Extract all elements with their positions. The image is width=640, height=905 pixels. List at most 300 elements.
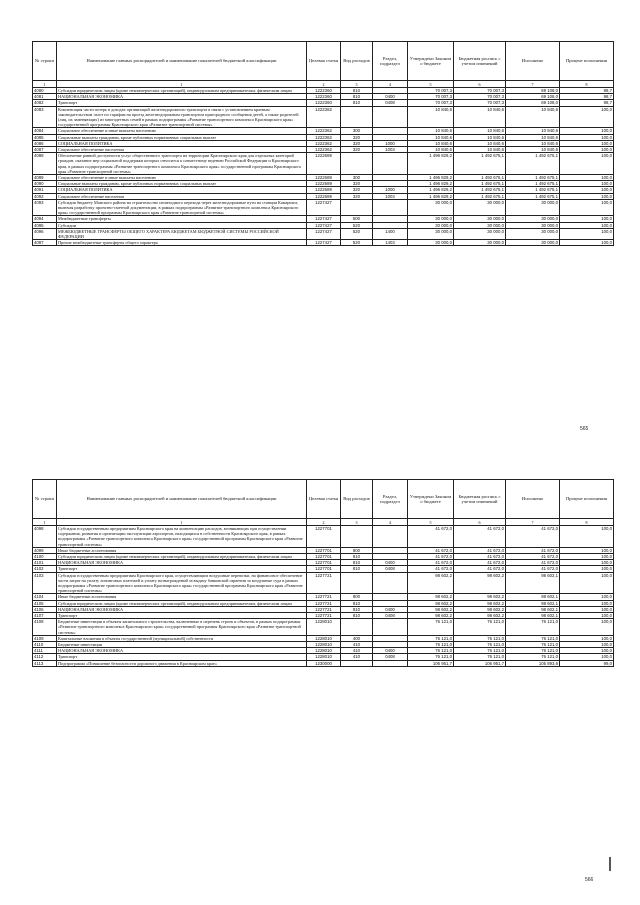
target-article: 1222362 xyxy=(307,140,341,146)
approved-amount: 30 000,0 xyxy=(408,228,454,239)
row-number: 4106 xyxy=(33,606,57,612)
header-executed: Исполнено xyxy=(506,42,560,81)
executed-amount: 10 840,6 xyxy=(506,134,560,140)
roster-amount: 1 492 675,1 xyxy=(454,193,506,199)
row-name: Социальное обеспечение и иные выплаты населению xyxy=(57,175,307,181)
expense-type: 800 xyxy=(341,547,373,553)
target-article: 1227427 xyxy=(307,228,341,239)
row-number: 4091 xyxy=(33,187,57,193)
target-article: 1222689 xyxy=(307,153,341,175)
header-roster: Бюджетная роспись с учетом изменений xyxy=(454,42,506,81)
row-name: Субсидия государственным предприятиям Красноярского края на компенсацию расходов, возникающих при осуществлении содержания, развития и организации эксплуатации аэропортов, находящихся в собственности Красноярского края, в рамках подпрограммы «Развитие транспортного комплекса Красноярского края» государственной программы Красноярского края «Развитие транспортной системы» xyxy=(57,526,307,548)
approved-amount: 76 121,0 xyxy=(408,619,454,636)
section-code: 0408 xyxy=(373,566,408,572)
executed-amount: 98 602,1 xyxy=(506,594,560,600)
column-number: 5 xyxy=(408,81,454,88)
executed-amount: 76 121,0 xyxy=(506,648,560,654)
executed-amount: 1 492 675,1 xyxy=(506,175,560,181)
section-code xyxy=(373,619,408,636)
row-name: Социальное обеспечение и иные выплаты населению xyxy=(57,128,307,134)
target-article: 1227701 xyxy=(307,560,341,566)
roster-amount: 76 121,0 xyxy=(454,654,506,660)
row-name: Транспорт xyxy=(57,613,307,619)
executed-amount: 10 840,6 xyxy=(506,128,560,134)
header-exp-type: Вид расходов xyxy=(341,42,373,81)
roster-amount: 76 121,0 xyxy=(454,648,506,654)
section-code: 1003 xyxy=(373,147,408,153)
row-number: 4096 xyxy=(33,228,57,239)
row-number: 4110 xyxy=(33,642,57,648)
expense-type xyxy=(341,526,373,548)
roster-amount: 30 000,0 xyxy=(454,240,506,246)
table-header-row xyxy=(33,480,614,519)
approved-amount: 30 000,0 xyxy=(408,216,454,222)
executed-amount: 30 000,0 xyxy=(506,228,560,239)
expense-type: 320 xyxy=(341,187,373,193)
header-name: Наименование главных распорядителей и наименование показателей бюджетной классификации xyxy=(57,42,307,81)
expense-type xyxy=(341,106,373,128)
executed-amount: 76 121,0 xyxy=(506,619,560,636)
approved-amount: 70 007,3 xyxy=(408,88,454,94)
row-name: Социальные выплаты гражданам, кроме публичных нормативных социальных выплат xyxy=(57,181,307,187)
execution-percent: 100,0 xyxy=(560,619,614,636)
row-name: НАЦИОНАЛЬНАЯ ЭКОНОМИКА xyxy=(57,94,307,100)
target-article: 1227721 xyxy=(307,572,341,594)
expense-type: 810 xyxy=(341,613,373,619)
section-code: 0408 xyxy=(373,100,408,106)
executed-amount: 105 893,6 xyxy=(506,660,560,666)
executed-amount: 10 840,6 xyxy=(506,147,560,153)
column-number: 3 xyxy=(341,81,373,88)
row-name: Иные бюджетные ассигнования xyxy=(57,594,307,600)
target-article: 1227721 xyxy=(307,594,341,600)
execution-percent: 100,0 xyxy=(560,526,614,548)
execution-percent: 100,0 xyxy=(560,572,614,594)
row-name: НАЦИОНАЛЬНАЯ ЭКОНОМИКА xyxy=(57,606,307,612)
header-percent: Процент исполнения xyxy=(560,42,614,81)
approved-amount: 41 672,0 xyxy=(408,560,454,566)
roster-amount: 41 672,0 xyxy=(454,554,506,560)
expense-type: 810 xyxy=(341,94,373,100)
executed-amount: 30 000,0 xyxy=(506,240,560,246)
row-number: 4084 xyxy=(33,128,57,134)
table-row xyxy=(33,619,614,636)
executed-amount: 69 108,0 xyxy=(506,100,560,106)
section-code: 0400 xyxy=(373,94,408,100)
roster-amount: 76 121,0 xyxy=(454,635,506,641)
approved-amount: 98 602,2 xyxy=(408,600,454,606)
row-number: 4092 xyxy=(33,193,57,199)
target-article: 1222362 xyxy=(307,147,341,153)
approved-amount: 70 007,3 xyxy=(408,94,454,100)
table-row xyxy=(33,228,614,239)
approved-amount: 30 000,0 xyxy=(408,199,454,216)
row-number: 4103 xyxy=(33,572,57,594)
approved-amount: 41 672,0 xyxy=(408,566,454,572)
column-number: 6 xyxy=(454,81,506,88)
roster-amount: 70 007,3 xyxy=(454,100,506,106)
row-name: Транспорт xyxy=(57,654,307,660)
target-article: 1227427 xyxy=(307,240,341,246)
table-row xyxy=(33,572,614,594)
execution-percent: 100,0 xyxy=(560,153,614,175)
approved-amount: 98 602,2 xyxy=(408,594,454,600)
table-body xyxy=(33,88,614,246)
executed-amount: 76 121,0 xyxy=(506,654,560,660)
header-section: Раздел, подраздел xyxy=(373,42,408,81)
row-number: 4082 xyxy=(33,100,57,106)
approved-amount: 1 496 829,2 xyxy=(408,193,454,199)
row-number: 4086 xyxy=(33,140,57,146)
header-name: Наименование главных распорядителей и наименование показателей бюджетной классификации xyxy=(57,480,307,519)
execution-percent: 100,0 xyxy=(560,147,614,153)
roster-amount: 10 840,6 xyxy=(454,147,506,153)
expense-type: 810 xyxy=(341,560,373,566)
row-number: 4081 xyxy=(33,94,57,100)
execution-percent: 100,0 xyxy=(560,140,614,146)
table-body xyxy=(33,526,614,667)
section-code: 1000 xyxy=(373,140,408,146)
row-number: 4102 xyxy=(33,566,57,572)
expense-type xyxy=(341,153,373,175)
target-article: 1222360 xyxy=(307,100,341,106)
expense-type: 320 xyxy=(341,134,373,140)
execution-percent: 100,0 xyxy=(560,566,614,572)
roster-amount: 30 000,0 xyxy=(454,216,506,222)
expense-type: 810 xyxy=(341,606,373,612)
expense-type: 300 xyxy=(341,175,373,181)
row-name: НАЦИОНАЛЬНАЯ ЭКОНОМИКА xyxy=(57,560,307,566)
row-name: МЕЖБЮДЖЕТНЫЕ ТРАНСФЕРТЫ ОБЩЕГО ХАРАКТЕРА БЮДЖЕТАМ БЮДЖЕТНОЙ СИСТЕМЫ РОССИЙСКОЙ ФЕДЕРАЦИИ xyxy=(57,228,307,239)
execution-percent: 100,0 xyxy=(560,106,614,128)
row-name: Субсидии юридическим лицам (кроме некоммерческих организаций), индивидуальным предпринимателям, физическим лицам xyxy=(57,600,307,606)
row-number: 4095 xyxy=(33,222,57,228)
document-page-565 xyxy=(0,0,640,452)
expense-type: 410 xyxy=(341,654,373,660)
row-number: 4093 xyxy=(33,199,57,216)
approved-amount: 30 000,0 xyxy=(408,222,454,228)
header-no: № строки xyxy=(33,42,57,81)
roster-amount: 98 602,2 xyxy=(454,613,506,619)
approved-amount: 10 840,6 xyxy=(408,147,454,153)
expense-type: 520 xyxy=(341,240,373,246)
target-article: 1227721 xyxy=(307,600,341,606)
expense-type: 320 xyxy=(341,181,373,187)
header-executed: Исполнено xyxy=(506,480,560,519)
roster-amount: 98 602,2 xyxy=(454,600,506,606)
roster-amount: 106 951,7 xyxy=(454,660,506,666)
row-name: Капитальные вложения в объекты государственной (муниципальной) собственности xyxy=(57,635,307,641)
target-article: 1230000 xyxy=(307,660,341,666)
column-number: 3 xyxy=(341,519,373,526)
executed-amount: 98 602,1 xyxy=(506,606,560,612)
expense-type: 500 xyxy=(341,216,373,222)
column-number: 6 xyxy=(454,519,506,526)
section-code: 1400 xyxy=(373,228,408,239)
approved-amount: 41 672,0 xyxy=(408,554,454,560)
execution-percent: 100,0 xyxy=(560,128,614,134)
approved-amount: 10 840,6 xyxy=(408,134,454,140)
execution-percent: 99,0 xyxy=(560,660,614,666)
column-numbers-row xyxy=(33,81,614,88)
section-code: 0400 xyxy=(373,648,408,654)
header-no: № строки xyxy=(33,480,57,519)
approved-amount: 1 496 829,2 xyxy=(408,181,454,187)
column-number: 4 xyxy=(373,519,408,526)
target-article: 1228010 xyxy=(307,619,341,636)
column-number: 7 xyxy=(506,81,560,88)
expense-type: 410 xyxy=(341,642,373,648)
target-article: 1227721 xyxy=(307,613,341,619)
row-name: Субсидия бюджету Манского района на строительство пешеходного перехода через железнодорожные пути на станции Камарчага, включая разработку проектно-сметной документации, в рамках подпрограммы «Развитие транспортного комплекса Красноярского края» государственной программы Красноярского края «Развитие транспортной системы» xyxy=(57,199,307,216)
target-article: 1227427 xyxy=(307,222,341,228)
row-name: СОЦИАЛЬНАЯ ПОЛИТИКА xyxy=(57,187,307,193)
expense-type: 810 xyxy=(341,566,373,572)
target-article: 1222362 xyxy=(307,134,341,140)
row-number: 4113 xyxy=(33,660,57,666)
row-name: Компенсация части потерь в доходах организаций железнодорожного транспорта в связи с установлением краевым законодательством льгот по тарифам на проезд железнодорожным транспортом пригородного сообщения детей, а также родителей (лиц, их заменяющих) из многодетных семей в рамках подпрограммы «Развитие транспортного комплекса Красноярского края» государственной программы Красноярского края «Развитие транспортной системы» xyxy=(57,106,307,128)
row-name: Иные бюджетные ассигнования xyxy=(57,547,307,553)
row-name: Субсидии xyxy=(57,222,307,228)
target-article: 1227427 xyxy=(307,199,341,216)
table-row xyxy=(33,106,614,128)
expense-type xyxy=(341,660,373,666)
target-article: 1227701 xyxy=(307,554,341,560)
approved-amount: 76 121,0 xyxy=(408,654,454,660)
header-approved: Утверждено Законом о бюджете xyxy=(408,480,454,519)
budget-table-page-565 xyxy=(32,41,614,246)
row-name: Бюджетные инвестиции в объекты капитального строительства, включенные в перечень строек и объектов, в рамках подпрограммы «Развитие транспортного комплекса Красноярского края» государственной программы Красноярского края «Развитие транспортной системы» xyxy=(57,619,307,636)
target-article: 1227701 xyxy=(307,566,341,572)
document-page-566 xyxy=(0,452,640,905)
roster-amount: 70 007,3 xyxy=(454,88,506,94)
executed-amount: 41 672,0 xyxy=(506,547,560,553)
table-row xyxy=(33,526,614,548)
executed-amount: 76 121,0 xyxy=(506,635,560,641)
roster-amount: 30 000,0 xyxy=(454,199,506,216)
row-name: Субсидия государственным предприятиям Красноярского края, осуществляющим воздушные перевозки, на финансовое обеспечение части затрат на уплату лизинговых платежей и уплату вознаграждений за выдачу банковской гарантии за воздушные суда в рамках подпрограммы «Развитие транспортного комплекса Красноярского края» государственной программы Красноярского края «Развитие транспортной системы» xyxy=(57,572,307,594)
table-header-row xyxy=(33,42,614,81)
roster-amount: 98 602,2 xyxy=(454,572,506,594)
roster-amount: 41 672,0 xyxy=(454,526,506,548)
row-number: 4099 xyxy=(33,547,57,553)
execution-percent: 100,0 xyxy=(560,606,614,612)
executed-amount: 98 602,1 xyxy=(506,572,560,594)
column-number: 8 xyxy=(560,519,614,526)
approved-amount: 10 840,6 xyxy=(408,140,454,146)
section-code: 1403 xyxy=(373,240,408,246)
executed-amount: 69 108,0 xyxy=(506,88,560,94)
column-number: 4 xyxy=(373,81,408,88)
approved-amount: 1 496 829,2 xyxy=(408,153,454,175)
approved-amount: 98 602,2 xyxy=(408,613,454,619)
executed-amount: 30 000,0 xyxy=(506,199,560,216)
column-numbers-row xyxy=(33,519,614,526)
target-article: 1222362 xyxy=(307,128,341,134)
section-code: 1003 xyxy=(373,193,408,199)
roster-amount: 70 007,3 xyxy=(454,94,506,100)
target-article: 1228010 xyxy=(307,648,341,654)
executed-amount: 69 108,0 xyxy=(506,94,560,100)
row-number: 4090 xyxy=(33,181,57,187)
column-number: 7 xyxy=(506,519,560,526)
table-row xyxy=(33,199,614,216)
target-article: 1222689 xyxy=(307,193,341,199)
row-number: 4108 xyxy=(33,619,57,636)
section-code xyxy=(373,199,408,216)
column-number: 1 xyxy=(57,519,307,526)
expense-type xyxy=(341,199,373,216)
approved-amount: 41 672,0 xyxy=(408,547,454,553)
section-code xyxy=(373,106,408,128)
approved-amount: 98 602,2 xyxy=(408,606,454,612)
roster-amount: 10 840,6 xyxy=(454,140,506,146)
execution-percent: 100,0 xyxy=(560,635,614,641)
executed-amount: 41 672,0 xyxy=(506,566,560,572)
row-name: Социальное обеспечение населения xyxy=(57,147,307,153)
row-name: Социальное обеспечение населения xyxy=(57,193,307,199)
execution-percent: 100,0 xyxy=(560,181,614,187)
header-roster: Бюджетная роспись с учетом изменений xyxy=(454,480,506,519)
row-number: 4097 xyxy=(33,240,57,246)
target-article: 1227701 xyxy=(307,547,341,553)
row-number: 4100 xyxy=(33,554,57,560)
execution-percent: 100,0 xyxy=(560,560,614,566)
column-number: 2 xyxy=(307,519,341,526)
executed-amount: 1 492 675,1 xyxy=(506,181,560,187)
executed-amount: 30 000,0 xyxy=(506,216,560,222)
approved-amount: 30 000,0 xyxy=(408,240,454,246)
roster-amount: 98 602,2 xyxy=(454,594,506,600)
row-number: 4107 xyxy=(33,613,57,619)
row-number: 4104 xyxy=(33,594,57,600)
row-number: 4098 xyxy=(33,526,57,548)
row-number: 4105 xyxy=(33,600,57,606)
execution-percent: 100,0 xyxy=(560,613,614,619)
execution-percent: 100,0 xyxy=(560,600,614,606)
header-target: Целевая статья xyxy=(307,480,341,519)
row-number: 4083 xyxy=(33,106,57,128)
executed-amount: 41 672,0 xyxy=(506,560,560,566)
scan-mark xyxy=(609,857,611,871)
execution-percent: 100,0 xyxy=(560,648,614,654)
expense-type: 320 xyxy=(341,193,373,199)
column-number: 2 xyxy=(307,81,341,88)
roster-amount: 98 602,2 xyxy=(454,606,506,612)
row-name: Бюджетные инвестиции xyxy=(57,642,307,648)
section-code: 0400 xyxy=(373,606,408,612)
expense-type: 410 xyxy=(341,648,373,654)
section-code xyxy=(373,153,408,175)
target-article: 1227701 xyxy=(307,526,341,548)
execution-percent: 100,0 xyxy=(560,187,614,193)
page-number: 566 xyxy=(585,877,594,883)
roster-amount: 41 672,0 xyxy=(454,566,506,572)
executed-amount: 41 672,0 xyxy=(506,554,560,560)
roster-amount: 10 840,6 xyxy=(454,106,506,128)
execution-percent: 100,0 xyxy=(560,216,614,222)
row-number: 4085 xyxy=(33,134,57,140)
row-name: Субсидии юридическим лицам (кроме некоммерческих организаций), индивидуальным предпринимателям, физическим лицам xyxy=(57,88,307,94)
row-number: 4088 xyxy=(33,153,57,175)
target-article: 1222689 xyxy=(307,181,341,187)
row-number: 4109 xyxy=(33,635,57,641)
approved-amount: 98 602,2 xyxy=(408,572,454,594)
row-number: 4111 xyxy=(33,648,57,654)
approved-amount: 76 121,0 xyxy=(408,648,454,654)
execution-percent: 100,0 xyxy=(560,193,614,199)
execution-percent: 100,0 xyxy=(560,554,614,560)
table-row xyxy=(33,240,614,246)
approved-amount: 76 121,0 xyxy=(408,642,454,648)
approved-amount: 70 007,3 xyxy=(408,100,454,106)
row-name: СОЦИАЛЬНАЯ ПОЛИТИКА xyxy=(57,140,307,146)
executed-amount: 1 492 675,1 xyxy=(506,153,560,175)
execution-percent: 100,0 xyxy=(560,134,614,140)
column-number: 1 xyxy=(57,81,307,88)
roster-amount: 30 000,0 xyxy=(454,222,506,228)
row-name: Транспорт xyxy=(57,100,307,106)
roster-amount: 41 672,0 xyxy=(454,560,506,566)
execution-percent: 98,7 xyxy=(560,100,614,106)
section-code: 0408 xyxy=(373,654,408,660)
roster-amount: 41 672,0 xyxy=(454,547,506,553)
executed-amount: 10 840,6 xyxy=(506,140,560,146)
expense-type: 520 xyxy=(341,222,373,228)
expense-type: 810 xyxy=(341,600,373,606)
target-article: 1227721 xyxy=(307,606,341,612)
row-number: 4080 xyxy=(33,88,57,94)
section-code xyxy=(373,572,408,594)
roster-amount: 1 492 675,1 xyxy=(454,153,506,175)
column-number: 1 xyxy=(33,81,57,88)
row-number: 4087 xyxy=(33,147,57,153)
approved-amount: 10 840,6 xyxy=(408,128,454,134)
target-article: 1222689 xyxy=(307,187,341,193)
row-name: НАЦИОНАЛЬНАЯ ЭКОНОМИКА xyxy=(57,648,307,654)
expense-type xyxy=(341,619,373,636)
approved-amount: 10 840,6 xyxy=(408,106,454,128)
expense-type: 400 xyxy=(341,635,373,641)
approved-amount: 1 496 829,2 xyxy=(408,175,454,181)
executed-amount: 76 121,0 xyxy=(506,642,560,648)
column-number: 8 xyxy=(560,81,614,88)
roster-amount: 30 000,0 xyxy=(454,228,506,239)
executed-amount: 1 492 675,1 xyxy=(506,187,560,193)
approved-amount: 1 496 829,2 xyxy=(408,187,454,193)
expense-type: 520 xyxy=(341,228,373,239)
execution-percent: 100,0 xyxy=(560,654,614,660)
row-number: 4112 xyxy=(33,654,57,660)
roster-amount: 1 492 675,1 xyxy=(454,175,506,181)
executed-amount: 30 000,0 xyxy=(506,222,560,228)
executed-amount: 10 840,6 xyxy=(506,106,560,128)
header-percent: Процент исполнения xyxy=(560,480,614,519)
target-article: 1222360 xyxy=(307,88,341,94)
execution-percent: 100,0 xyxy=(560,240,614,246)
execution-percent: 100,0 xyxy=(560,547,614,553)
roster-amount: 1 492 675,1 xyxy=(454,187,506,193)
header-approved: Утверждено Законом о бюджете xyxy=(408,42,454,81)
section-code: 0408 xyxy=(373,613,408,619)
expense-type: 300 xyxy=(341,128,373,134)
target-article: 1222360 xyxy=(307,94,341,100)
expense-type xyxy=(341,572,373,594)
target-article: 1228010 xyxy=(307,635,341,641)
budget-table-page-566 xyxy=(32,479,614,667)
roster-amount: 10 840,6 xyxy=(454,128,506,134)
expense-type: 810 xyxy=(341,88,373,94)
